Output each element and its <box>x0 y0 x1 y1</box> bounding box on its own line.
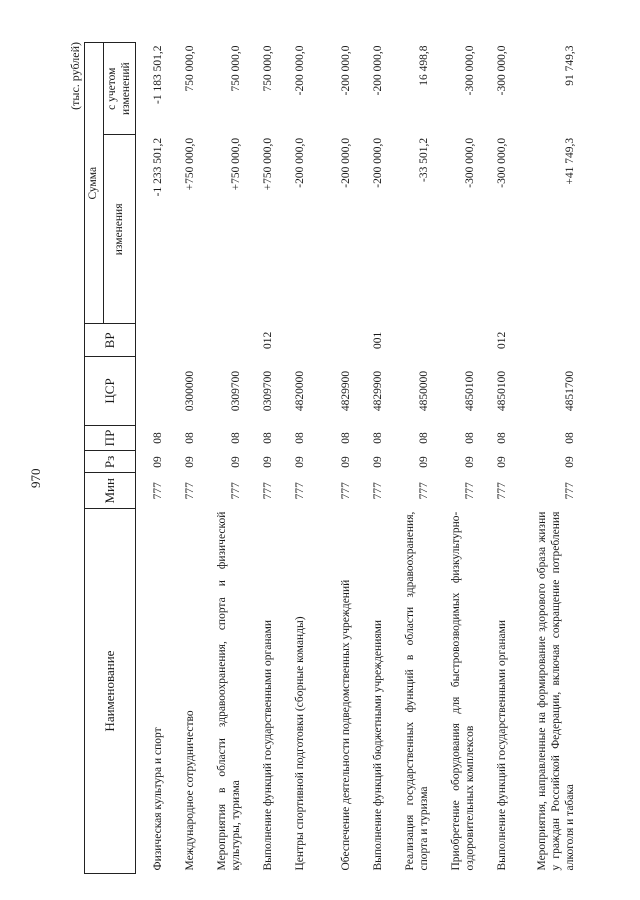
row-csr: 4851700 <box>563 370 576 412</box>
row-name: Реализация государственных функций в области здравоохранения, спорта и туризма <box>403 511 430 871</box>
row-rz: 09 <box>495 456 508 468</box>
row-min: 777 <box>261 482 274 500</box>
row-csr <box>136 357 169 425</box>
row-total: -1 183 501,2 <box>151 45 164 104</box>
table-row <box>278 43 310 874</box>
row-vr <box>434 324 480 357</box>
row-vr <box>310 324 356 357</box>
row-vr: 001 <box>371 331 384 350</box>
header-total: с учетом изменений <box>103 43 136 135</box>
row-csr: 4820000 <box>293 370 306 412</box>
row-vr <box>512 324 580 357</box>
table-row <box>168 43 200 874</box>
row-total: 91 749,3 <box>563 45 576 86</box>
table-row <box>356 43 388 874</box>
header-min: Мин <box>85 473 136 509</box>
row-pr: 08 <box>339 432 352 444</box>
row-total: -200 000,0 <box>293 45 306 96</box>
table-row <box>480 43 512 874</box>
row-total: -200 000,0 <box>339 45 352 96</box>
row-csr: 4850000 <box>417 370 430 412</box>
row-rz: 09 <box>261 456 274 468</box>
row-change: +750 000,0 <box>261 137 274 191</box>
row-change: -1 233 501,2 <box>151 137 164 197</box>
row-change: +750 000,0 <box>183 137 196 191</box>
row-vr: 012 <box>495 331 508 350</box>
header-rz: Рз <box>85 451 136 473</box>
row-vr <box>136 324 169 357</box>
table-row <box>310 43 356 874</box>
row-name: Центры спортивной подготовки (сборные команды) <box>293 616 306 871</box>
row-pr: 08 <box>371 432 384 444</box>
row-min: 777 <box>151 482 164 500</box>
budget-table <box>84 42 580 874</box>
header-sum: Сумма <box>85 43 104 324</box>
table-body <box>136 43 581 874</box>
row-min: 777 <box>463 482 476 500</box>
row-csr: 0309700 <box>229 370 242 412</box>
row-name: Международное сотрудничество <box>183 710 196 871</box>
row-change: -300 000,0 <box>463 137 476 188</box>
row-vr: 012 <box>261 331 274 350</box>
row-rz: 09 <box>417 456 430 468</box>
table-row <box>246 43 278 874</box>
row-vr <box>278 324 310 357</box>
row-min: 777 <box>229 482 242 500</box>
row-pr: 08 <box>261 432 274 444</box>
row-total: -200 000,0 <box>371 45 384 96</box>
row-csr: 4829900 <box>339 370 352 412</box>
row-vr <box>200 324 246 357</box>
row-total: 750 000,0 <box>261 45 274 92</box>
row-pr: 08 <box>463 432 476 444</box>
row-rz: 09 <box>563 456 576 468</box>
row-pr: 08 <box>183 432 196 444</box>
row-min: 777 <box>293 482 306 500</box>
header-vr: ВР <box>85 324 136 357</box>
row-csr: 0300000 <box>183 370 196 412</box>
row-min: 777 <box>183 482 196 500</box>
row-pr: 08 <box>151 432 164 444</box>
table-row <box>388 43 434 874</box>
row-pr: 08 <box>495 432 508 444</box>
row-vr <box>388 324 434 357</box>
row-rz: 09 <box>229 456 242 468</box>
row-change: -33 501,2 <box>417 137 430 182</box>
row-min: 777 <box>371 482 384 500</box>
header-pr: ПР <box>85 425 136 451</box>
rotated-page <box>20 20 620 880</box>
row-pr: 08 <box>229 432 242 444</box>
row-rz: 09 <box>183 456 196 468</box>
row-csr: 4850100 <box>495 370 508 412</box>
row-min: 777 <box>339 482 352 500</box>
row-name: Выполнение функций государственными органами <box>495 619 508 871</box>
table-header <box>85 43 136 874</box>
units-label: (тыс. рублей) <box>68 42 82 110</box>
row-pr: 08 <box>563 432 576 444</box>
row-pr: 08 <box>293 432 306 444</box>
row-name: Мероприятия в области здравоохранения, спорта и физической культуры, туризма <box>215 511 242 871</box>
header-csr: ЦСР <box>85 357 136 425</box>
header-name: Наименование <box>85 509 136 874</box>
row-csr: 4829900 <box>371 370 384 412</box>
row-change: -300 000,0 <box>495 137 508 188</box>
row-vr <box>168 324 200 357</box>
row-csr: 4850100 <box>463 370 476 412</box>
row-name: Выполнение функций бюджетными учреждениями <box>371 619 384 871</box>
row-total: 750 000,0 <box>229 45 242 92</box>
row-pr: 08 <box>417 432 430 444</box>
row-min: 777 <box>417 482 430 500</box>
row-min: 777 <box>563 482 576 500</box>
row-rz: 09 <box>371 456 384 468</box>
row-change: -200 000,0 <box>293 137 306 188</box>
table-row <box>136 43 169 874</box>
row-total: 750 000,0 <box>183 45 196 92</box>
row-change: -200 000,0 <box>371 137 384 188</box>
row-min: 777 <box>495 482 508 500</box>
table-row <box>512 43 580 874</box>
row-change: -200 000,0 <box>339 137 352 188</box>
table-row <box>200 43 246 874</box>
row-name: Физическая культура и спорт <box>151 727 164 871</box>
row-rz: 09 <box>339 456 352 468</box>
row-change: +750 000,0 <box>229 137 242 191</box>
row-csr: 0309700 <box>261 370 274 412</box>
row-total: -300 000,0 <box>463 45 476 96</box>
table-row <box>434 43 480 874</box>
row-change: +41 749,3 <box>563 137 576 185</box>
row-name: Обеспечение деятельности подведомственных учреждений <box>339 579 352 871</box>
row-rz: 09 <box>293 456 306 468</box>
row-rz: 09 <box>463 456 476 468</box>
row-name: Приобретение оборудования для быстровозводимых физкультурно-оздоровительных комплексов <box>449 511 476 871</box>
page-number: 970 <box>28 468 43 488</box>
row-rz: 09 <box>151 456 164 468</box>
row-total: 16 498,8 <box>417 45 430 86</box>
row-total: -300 000,0 <box>495 45 508 96</box>
row-name: Выполнение функций государственными органами <box>261 619 274 871</box>
row-name: Мероприятия, направленные на формирование здорового образа жизни у граждан Российской Федерации, включая сокращение потребления алкоголя и табака <box>536 511 576 871</box>
header-change: изменения <box>103 135 136 324</box>
